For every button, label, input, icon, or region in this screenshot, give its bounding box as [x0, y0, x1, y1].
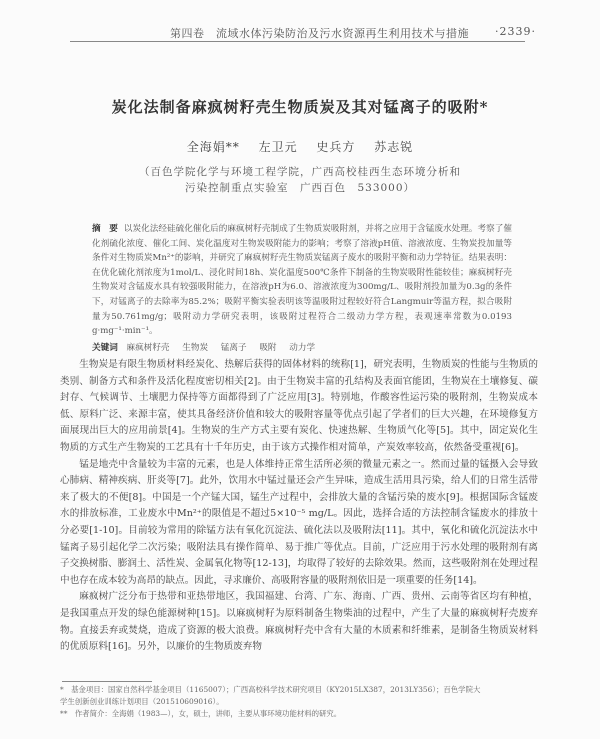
author: 左卫元 — [258, 140, 298, 154]
abstract-label: 摘 要 — [92, 224, 118, 234]
author: 史兵方 — [316, 140, 356, 154]
affiliation-line: （百色学院化学与环境工程学院，广西高校桂西生态环境分析和 — [139, 166, 461, 178]
footnote-line: * 基金项目：国家自然科学基金项目（1165007）；广西高校科学技术研究项目（KY2015LX387，2013LY356）；百色学院大 — [60, 685, 481, 694]
body-paragraph: 麻疯树广泛分布于热带和亚热带地区，我国福建、台湾、广东、海南、广西、贵州、云南等省区均有种植，是我国重点开发的绿色能源树种[15]。以麻疯树籽为原料制备生物柴油的过程中，产生了大量的麻疯树籽壳废弃物。直接丢弃或焚烧，造成了资源的极大浪费。麻疯树籽壳中含有大量的木质素和纤维素，是制备生物质炭材料的优质原料[16]。另外，以廉价的生物质废弃物 — [60, 591, 538, 653]
author-list — [0, 138, 600, 155]
footnote-rule — [62, 681, 152, 682]
author: 苏志锐 — [374, 140, 414, 154]
body-text — [60, 357, 538, 656]
footnote-line: ** 作者简介：全海娟（1983—），女，硕士，讲师，主要从事环境功能材料的研究。 — [60, 709, 342, 719]
page-number: ·2339· — [495, 25, 536, 38]
footnotes — [60, 684, 538, 721]
author: 全海娟** — [186, 140, 240, 154]
keyword: 生物炭 — [182, 342, 209, 353]
running-title: 第四卷 流域水体污染防治及污水资源再生利用技术与措施 — [170, 27, 469, 40]
keyword: 动力学 — [289, 342, 316, 353]
footnote-line: 学生创新创业训练计划项目（201510609016）。 — [60, 697, 224, 707]
affiliation-line: 污染控制重点实验室 广西百色 533000） — [184, 182, 416, 194]
abstract — [92, 222, 512, 355]
keywords — [92, 341, 512, 356]
keyword: 麻疯树籽壳 — [126, 342, 170, 353]
keyword: 锰离子 — [220, 342, 247, 353]
affiliation — [0, 164, 600, 196]
body-paragraph: 锰是地壳中含量较为丰富的元素，也是人体维持正常生活所必须的微量元素之一。然而过量的锰摄入会导致心肺病、精神疾病、肝炎等[7]。此外，饮用水中锰过量还会产生异味，造成生活用具污染，给人们的日常生活带来了极大的不便[8]。中国是一个产锰大国，锰生产过程中，会排放大量的含锰污染的废水[9]。根据国际含锰废水的排放标准，工业废水中Mn²⁺的限值是不超过5×10⁻⁵ mg/L。因此，选择合适的方法控制含锰废水的排放十分必要[1-10]。目前较为常用的除锰方法有氧化沉淀法、硫化法以及吸附法[11]。其中，氧化和硫化沉淀法水中锰离子易引起化学二次污染；吸附法具有操作简单、易于推广等优点。目前，广泛应用于污水处理的吸附剂有离子交换树脂、膨润土、活性炭、金属氧化物等[12-13]，均取得了较好的去除效果。然而，这些吸附剂在处理过程中也存在成本较为高昂的缺点。因此，寻求廉价、高吸附容量的吸附剂依旧是一项重要的任务[14]。 — [60, 458, 538, 586]
page-header — [0, 14, 600, 44]
body-paragraph: 生物炭是有限生物质材料经炭化、热解后获得的固体材料的统称[1]，研究表明，生物质炭的性能与生物质的类别、制备方式和条件及活化程度密切相关[2]。由于生物炭丰富的孔结构及表面官能团，生物炭在土壤修复、碳封存、气候调节、土壤肥力保持等方面都得到了广泛应用[3]。特别地，作酸容性运污染的吸附剂，生物炭成本低、原料广泛、来源丰富，使其具备经济价值和较大的吸附容量等优点引起了学者们的巨大兴趣，在环境修复方面展现出巨大的应用前景[4]。生物炭的生产方式主要有炭化、快速热解、生物质气化等[5]。其中，固定炭化生物质的方式生产生物炭的工艺具有十千年历史，由于该方式操作相对简单，产炭效率较高，依然备受重视[6]。 — [60, 359, 538, 453]
keyword: 吸附 — [259, 342, 277, 353]
keywords-label: 关键词 — [92, 342, 118, 353]
abstract-text: 以炭化法经硅硫化催化后的麻疯树籽壳制成了生物质炭吸附剂，并将之应用于含锰废水处理。考察了催化剂硫化浓度、催化工间、炭化温度对生物炭吸附能力的影响；考察了溶液pH值、溶液浓度、生物炭投加量等条件对生物质炭Mn²⁺的影响，并研究了麻疯树籽壳生物质炭锰离子废水的吸附平衡和动力学特征。结果表明：在优化硫化剂浓度为1mol/L、浸化时间18h、炭化温度500℃条件下制备的生物炭吸附性能较佳；麻疯树籽壳生物炭对含锰废水具有较强吸附能力，在溶液pH为6.0、溶液浓度为300mg/L、吸附剂投加量为0.3g的条件下，对锰离子的去除率为85.2%；吸附平衡实验表明该等温吸附过程较好符合Langmuir等温方程，拟合吸附量为50.761mg/g；吸附动力学研究表明，该吸附过程符合二级动力学方程，表观速率常数为0.0193 g·mg⁻¹·min⁻¹。 — [92, 224, 512, 337]
header-rule — [70, 41, 525, 42]
paper-title: 炭化法制备麻疯树籽壳生物质炭及其对锰离子的吸附* — [111, 98, 489, 116]
